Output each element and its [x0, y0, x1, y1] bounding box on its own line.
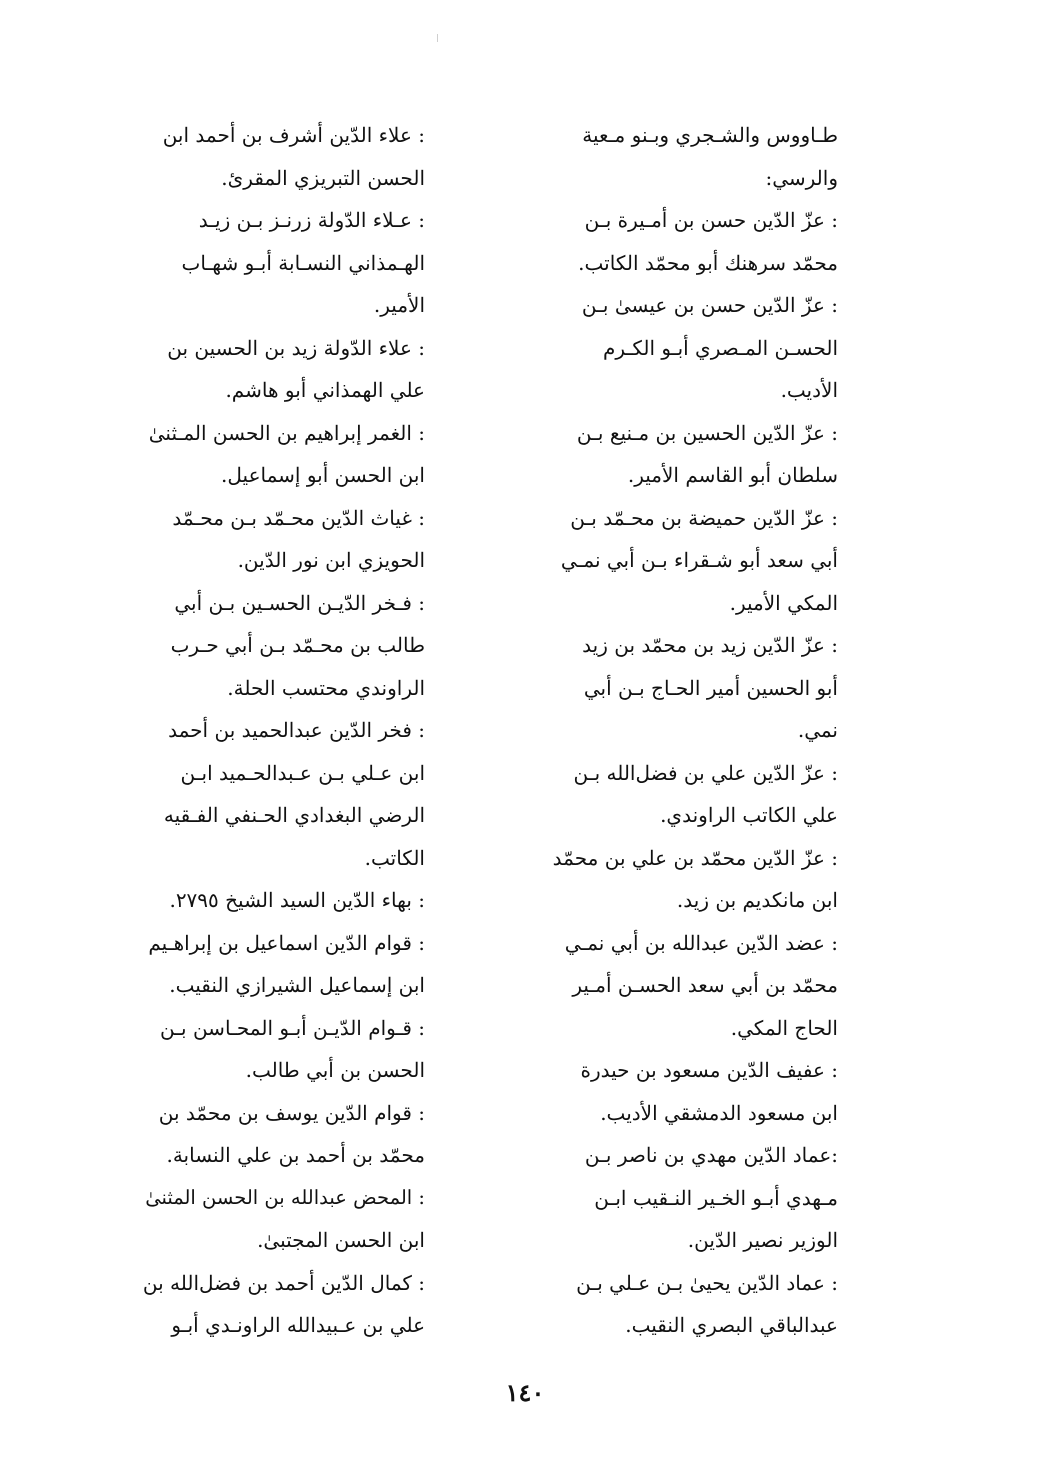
text-line: : عزّ الدّين حسن بن أمـيرة بـن — [584, 208, 838, 232]
text-line: : عزّ الدّين الحسين بن مـنيع بـن — [576, 420, 838, 445]
text-line: : عـلاء الدّولة زرنـز بـن زيـد — [198, 208, 425, 232]
text-line: الحسن بن أبي طالب. — [245, 1058, 425, 1082]
text-line: سلطان أبو القاسم الأمير. — [627, 463, 838, 487]
text-line: : بهاء الدّين السيد الشيخ ٢٧٩٥. — [169, 888, 425, 912]
text-line: ابن الحسن المجتبىٰ. — [257, 1228, 425, 1252]
text-line: مـهدي أبـو الخـير النـقيب ابـن — [594, 1185, 838, 1210]
text-line: : المحض عبدالله بن الحسن المثنىٰ — [145, 1185, 425, 1209]
text-line: : كمال الدّين أحمد بن فضل‌الله بن — [142, 1270, 425, 1295]
text-line: علي الكاتب الراوندي. — [660, 803, 838, 827]
left-column — [140, 114, 425, 1347]
text-line: ابن إسماعيل الشيرازي النقيب. — [169, 973, 425, 997]
text-line: : عزّ الدّين حميضة بن محـمّد بـن — [570, 505, 838, 530]
text-line: الرضي البغدادي الحـنفي الفـقيه — [163, 803, 425, 827]
page-number: ١٤٠ — [505, 1378, 545, 1407]
text-line: الحاج المكي. — [730, 1015, 838, 1040]
text-line: :عماد الدّين مهدي بن ناصر بـن — [584, 1143, 838, 1167]
text-line: محمّد بن أحمد بن علي النسابة. — [166, 1143, 425, 1167]
text-line: طـاووس والشـجري وبـنو مـعية — [582, 123, 838, 147]
text-line: ابن الحسن أبو إسماعيل. — [221, 463, 425, 487]
text-line: أبو الحسين أمير الحـاج بـن أبي — [583, 675, 838, 700]
text-line: محمّد بن أبي سعد الحسـن أمـير — [572, 973, 838, 997]
text-line: الأديب. — [780, 378, 838, 402]
text-line: : فـخر الدّيـن الحسـين بـن أبي — [174, 590, 425, 615]
text-line: محمّد سرهنك أبو محمّد الكاتب. — [578, 250, 838, 275]
text-line: الهـمذاني النسـابة أبـو شهـاب — [181, 250, 425, 275]
text-line: الكاتب. — [364, 845, 425, 870]
text-line: : عزّ الدّين محمّد بن علي بن محمّد — [553, 845, 838, 870]
text-line: ابن مسعود الدمشقي الأديب. — [600, 1100, 838, 1125]
text-line: : قوام الدّين يوسف بن محمّد بن — [158, 1100, 425, 1125]
text-line: الحسن التبريزي المقرئ. — [221, 165, 425, 190]
right-column — [553, 114, 838, 1347]
text-line: ابن مانكديم بن زيد. — [676, 888, 838, 912]
text-line: : عفيف الدّين مسعود بن حيدرة — [580, 1058, 838, 1082]
text-line: الحسـن المـصري أبـو الكـرم — [603, 335, 838, 360]
text-line: : عزّ الدّين علي بن فضل‌الله بـن — [573, 760, 838, 785]
text-line: : الغمر إبراهيم بن الحسن المـثنىٰ — [148, 420, 425, 445]
text-line: ابن عـلي بـن عـبدالحـميد ابـن — [180, 760, 425, 785]
text-line: : غياث الدّين محـمّد بـن محـمّد — [172, 505, 425, 530]
text-line: : علاء الدّين أشرف بن أحمد ابن — [162, 123, 425, 147]
text-line: طالب بن محـمّد بـن أبي حـرب — [170, 633, 425, 657]
text-line: : فخر الدّين عبدالحميد بن أحمد — [168, 718, 425, 742]
text-line: : قوام الدّين اسماعيل بن إبراهـيم — [148, 930, 425, 955]
text-line: : قـوام الدّيـن أبـو المحـاسن بـن — [159, 1015, 425, 1040]
text-line: : عماد الدّين يحيىٰ بـن عـلي بـن — [576, 1270, 838, 1295]
text-line: الأمير. — [373, 293, 425, 317]
text-line: : عزّ الدّين حسن بن عيسىٰ بـن — [581, 293, 838, 317]
text-line: الوزير نصير الدّين. — [687, 1228, 838, 1252]
text-line: : علاء الدّولة زيد بن الحسين بن — [167, 335, 425, 360]
text-line: : عضد الدّين عبدالله بن أبي نمـي — [564, 930, 838, 955]
text-line: علي الهمذاني أبو هاشم. — [225, 378, 425, 402]
text-line: الراوندي محتسب الحلة. — [227, 675, 425, 700]
text-line: المكي الأمير. — [729, 590, 838, 615]
text-line: أبي سعد أبو شـقراء بـن أبي نمـي — [560, 548, 838, 572]
text-line: عبدالباقي البصري النقيب. — [625, 1313, 838, 1337]
text-line: والرسي: — [765, 165, 838, 190]
text-line: الحويزي ابن نور الدّين. — [237, 548, 425, 572]
scan-mark — [437, 34, 438, 42]
text-line: علي بن عـبيدالله الراونـدي أبـو — [171, 1313, 425, 1337]
text-line: : عزّ الدّين زيد بن محمّد بن زيد — [582, 633, 838, 657]
text-line: نمي. — [797, 718, 838, 742]
